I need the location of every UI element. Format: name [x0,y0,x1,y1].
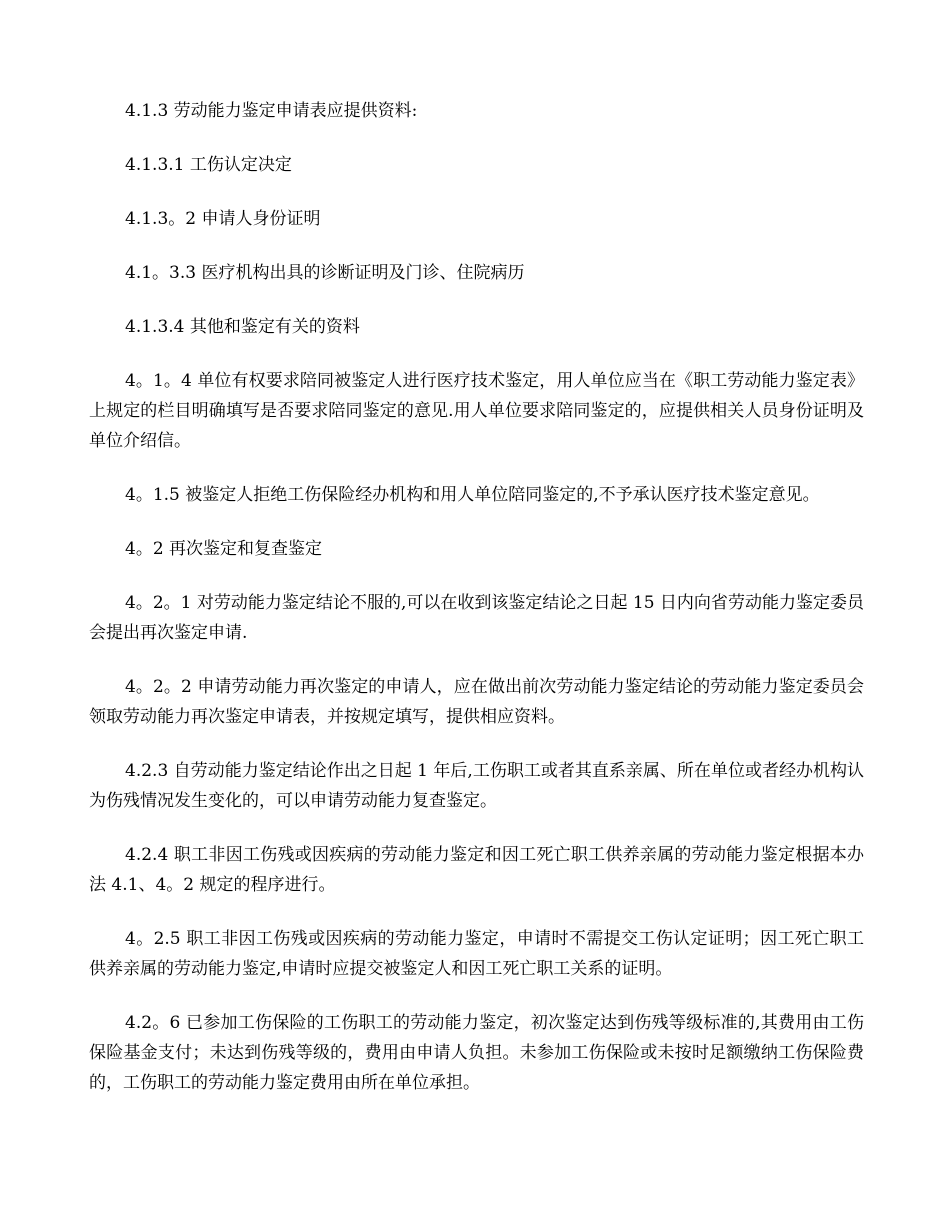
paragraph-4-2-3: 4.2.3 自劳动能力鉴定结论作出之日起 1 年后,工伤职工或者其直系亲属、所在单位或者经办机构认为伤残情况发生变化的，可以申请劳动能力复查鉴定。 [89,761,864,811]
paragraph-4-1-3-1: 4.1.3.1 工伤认定决定 [125,155,292,175]
paragraph-4-2-5: 4。2.5 职工非因工伤残或因疾病的劳动能力鉴定，申请时不需提交工伤认定证明；因工死亡职工供养亲属的劳动能力鉴定,申请时应提交被鉴定人和因工死亡职工关系的证明。 [89,929,864,979]
paragraph-4-1-5: 4。1.5 被鉴定人拒绝工伤保险经办机构和用人单位陪同鉴定的,不予承认医疗技术鉴定意见。 [125,485,820,505]
heading-4-2: 4。2 再次鉴定和复查鉴定 [125,539,323,559]
paragraph-4-1-4: 4。1。4 单位有权要求陪同被鉴定人进行医疗技术鉴定，用人单位应当在《职工劳动能力鉴定表》上规定的栏目明确填写是否要求陪同鉴定的意见.用人单位要求陪同鉴定的，应提供相关人员身份证明及单位介绍信。 [89,371,864,451]
paragraph-4-1-3-3: 4.1。3.3 医疗机构出具的诊断证明及门诊、住院病历 [125,263,525,283]
paragraph-4-2-6: 4.2。6 已参加工伤保险的工伤职工的劳动能力鉴定，初次鉴定达到伤残等级标准的,其费用由工伤保险基金支付；未达到伤残等级的，费用由申请人负担。未参加工伤保险或未按时足额缴纳工伤保险费的，工伤职工的劳动能力鉴定费用由所在单位承担。 [89,1013,864,1093]
paragraph-4-1-3: 4.1.3 劳动能力鉴定申请表应提供资料: [125,101,418,121]
paragraph-4-2-1: 4。2。1 对劳动能力鉴定结论不服的,可以在收到该鉴定结论之日起 15 日内向省劳动能力鉴定委员会提出再次鉴定申请. [89,593,864,643]
paragraph-4-2-2: 4。2。2 申请劳动能力再次鉴定的申请人，应在做出前次劳动能力鉴定结论的劳动能力鉴定委员会领取劳动能力再次鉴定申请表，并按规定填写，提供相应资料。 [89,677,864,727]
paragraph-4-1-3-4: 4.1.3.4 其他和鉴定有关的资料 [125,317,360,337]
paragraph-4-1-3-2: 4.1.3。2 申请人身份证明 [125,209,321,229]
paragraph-4-2-4: 4.2.4 职工非因工伤残或因疾病的劳动能力鉴定和因工死亡职工供养亲属的劳动能力鉴定根据本办法 4.1、4。2 规定的程序进行。 [89,845,864,895]
